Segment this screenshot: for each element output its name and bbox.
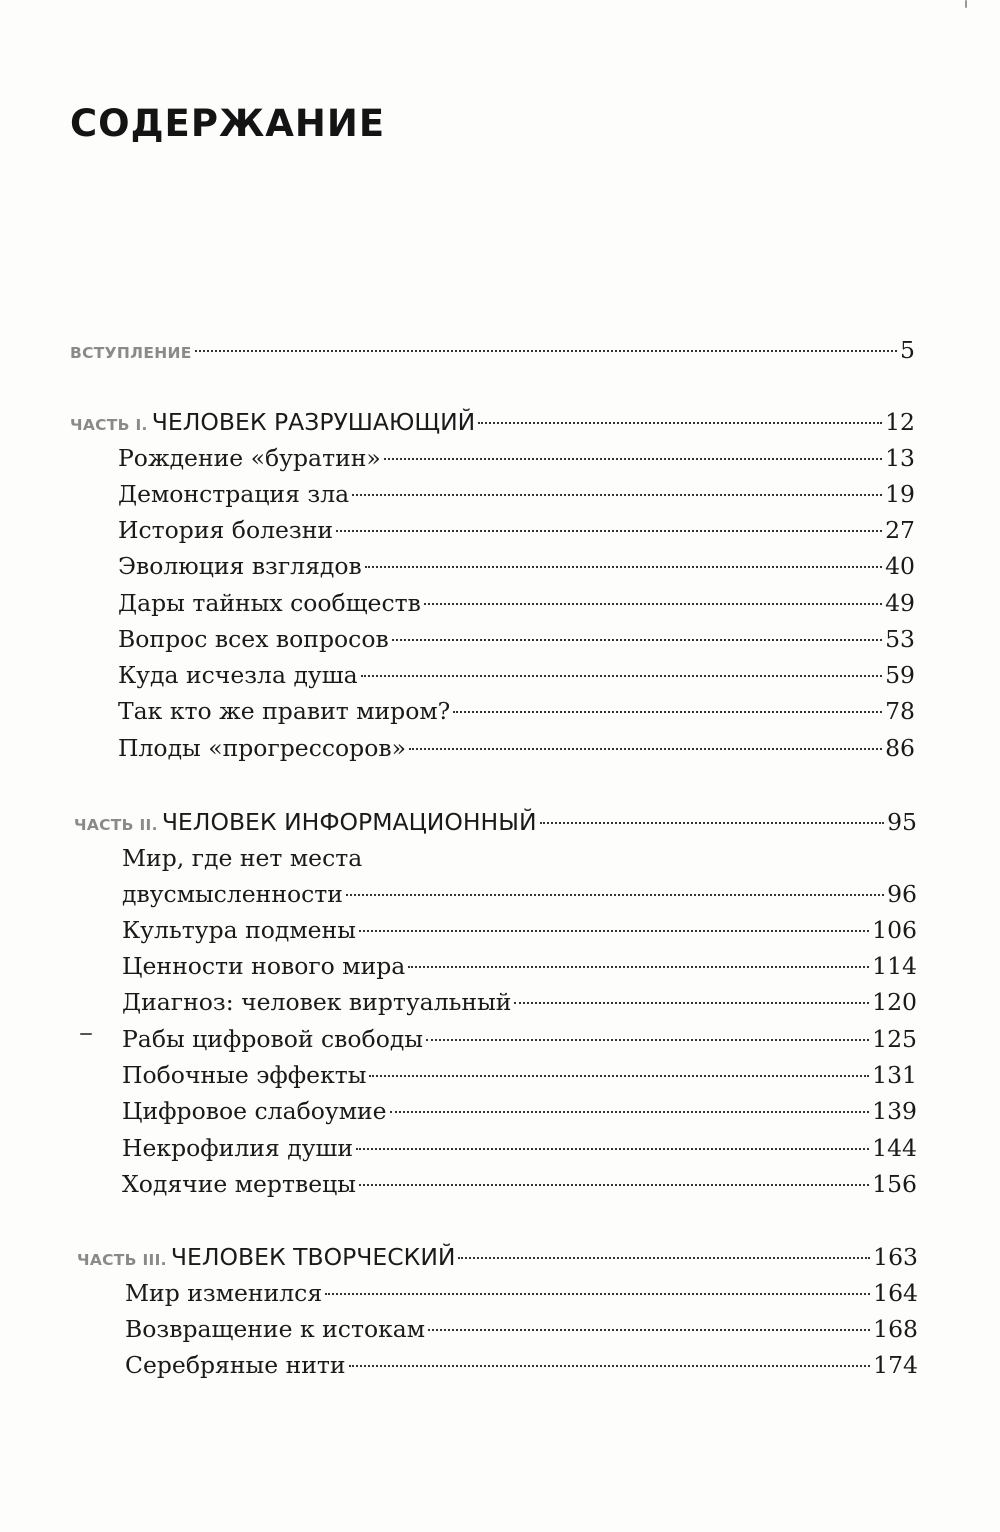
dot-leader (458, 1257, 870, 1259)
dot-leader (384, 458, 882, 460)
chapter-title: Серебряные нити (125, 1351, 346, 1379)
part-3-prefix: ЧАСТЬ III. (77, 1251, 167, 1269)
chapter-title: Плоды «прогрессоров» (118, 734, 406, 762)
chapter-title: двусмысленности (122, 880, 343, 908)
dot-leader (540, 822, 885, 824)
scan-speck (965, 0, 967, 8)
chapter-page-number: 86 (885, 734, 915, 762)
toc-chapter-row (118, 621, 915, 657)
dot-leader (359, 930, 869, 932)
chapter-title: Ценности нового мира (122, 952, 406, 980)
chapter-title: Культура подмены (122, 916, 356, 944)
chapter-page-number: 114 (872, 952, 917, 980)
dot-leader (365, 566, 882, 568)
toc-chapter-row (125, 1275, 918, 1311)
chapter-page-number: 27 (885, 516, 915, 544)
scan-speck (80, 1033, 92, 1035)
toc-chapter-row (118, 657, 915, 693)
toc-chapter-row (118, 693, 915, 729)
toc-chapter-row (122, 984, 917, 1020)
part-3-page-number: 163 (873, 1243, 918, 1271)
chapter-page-number: 40 (885, 552, 915, 580)
toc-part-1-row (70, 404, 915, 440)
chapter-title: Куда исчезла душа (118, 661, 358, 689)
toc-chapter-row (122, 876, 917, 912)
dot-leader (392, 639, 882, 641)
chapter-title: Цифровое слабоумие (122, 1097, 387, 1125)
chapter-page-number: 19 (885, 480, 915, 508)
toc-chapter-row (122, 912, 917, 948)
chapter-title: История болезни (118, 516, 334, 544)
intro-page-number: 5 (900, 336, 915, 364)
toc-chapter-row (118, 585, 915, 621)
chapter-page-number: 168 (873, 1315, 918, 1343)
toc-chapter-row (122, 1166, 917, 1202)
toc-part-3-row (77, 1239, 918, 1275)
toc-chapter-row (122, 1057, 917, 1093)
chapter-title: Дары тайных сообществ (118, 589, 421, 617)
toc-chapter-row (122, 1093, 917, 1129)
dot-leader (359, 1184, 869, 1186)
chapter-page-number: 174 (873, 1351, 918, 1379)
chapter-title: Рождение «буратин» (118, 444, 381, 472)
chapter-title: Побочные эффекты (122, 1061, 367, 1089)
dot-leader (369, 1075, 869, 1077)
chapter-page-number: 78 (885, 697, 915, 725)
dot-leader (514, 1002, 869, 1004)
chapter-page-number: 120 (872, 988, 917, 1016)
dot-leader (426, 1039, 869, 1041)
dot-leader (346, 894, 884, 896)
chapter-title: Вопрос всех вопросов (118, 625, 389, 653)
chapter-title: Рабы цифровой свободы (122, 1025, 424, 1053)
chapter-page-number: 96 (887, 880, 917, 908)
toc-intro-row (70, 332, 915, 368)
dot-leader (352, 494, 882, 496)
part-2-title: ЧЕЛОВЕК ИНФОРМАЦИОННЫЙ (161, 808, 537, 836)
dot-leader (349, 1365, 871, 1367)
dot-leader (336, 530, 882, 532)
dot-leader (424, 603, 882, 605)
chapter-page-number: 125 (872, 1025, 917, 1053)
page-title: СОДЕРЖАНИЕ (70, 102, 386, 145)
dot-leader (325, 1293, 870, 1295)
toc-chapter-row (118, 476, 915, 512)
chapter-page-number: 156 (872, 1170, 917, 1198)
toc-chapter-row (125, 1311, 918, 1347)
chapter-title: Некрофилия души (122, 1134, 354, 1162)
chapter-title: Демонстрация зла (118, 480, 350, 508)
chapter-page-number: 144 (872, 1134, 917, 1162)
dot-leader (453, 711, 882, 713)
toc-chapter-row (122, 1021, 917, 1057)
chapter-page-number: 106 (872, 916, 917, 944)
dot-leader (361, 675, 882, 677)
toc-chapter-row (122, 1130, 917, 1166)
toc-chapter-row (125, 1347, 918, 1383)
dot-leader (195, 350, 897, 352)
toc-part-2-row (74, 804, 917, 840)
intro-label: ВСТУПЛЕНИЕ (70, 344, 192, 362)
part-3-title: ЧЕЛОВЕК ТВОРЧЕСКИЙ (170, 1243, 456, 1271)
chapter-title: Возвращение к истокам (125, 1315, 426, 1343)
chapter-page-number: 49 (885, 589, 915, 617)
chapter-page-number: 131 (872, 1061, 917, 1089)
part-2-prefix: ЧАСТЬ II. (74, 816, 158, 834)
dot-leader (428, 1329, 870, 1331)
dot-leader (478, 422, 882, 424)
toc-chapter-row (118, 512, 915, 548)
part-1-prefix: ЧАСТЬ I. (70, 416, 148, 434)
dot-leader (409, 748, 882, 750)
chapter-page-number: 164 (873, 1279, 918, 1307)
chapter-title: Так кто же правит миром? (118, 697, 451, 725)
toc-chapter-row (122, 948, 917, 984)
chapter-title: Эволюция взглядов (118, 552, 362, 580)
chapter-title: Диагноз: человек виртуальный (122, 988, 512, 1016)
dot-leader (390, 1111, 870, 1113)
dot-leader (356, 1148, 869, 1150)
dot-leader (408, 966, 869, 968)
toc-chapter-row (118, 440, 915, 476)
part-1-title: ЧЕЛОВЕК РАЗРУШАЮЩИЙ (151, 408, 476, 436)
chapter-title: Мир изменился (125, 1279, 323, 1307)
chapter-title: Ходячие мертвецы (122, 1170, 356, 1198)
chapter-title-first-line: Мир, где нет места (122, 844, 363, 872)
toc-chapter-row (118, 548, 915, 584)
chapter-page-number: 53 (885, 625, 915, 653)
part-1-page-number: 12 (885, 408, 915, 436)
chapter-page-number: 59 (885, 661, 915, 689)
part-2-page-number: 95 (887, 808, 917, 836)
toc-chapter-row (118, 730, 915, 766)
chapter-page-number: 13 (885, 444, 915, 472)
chapter-page-number: 139 (872, 1097, 917, 1125)
